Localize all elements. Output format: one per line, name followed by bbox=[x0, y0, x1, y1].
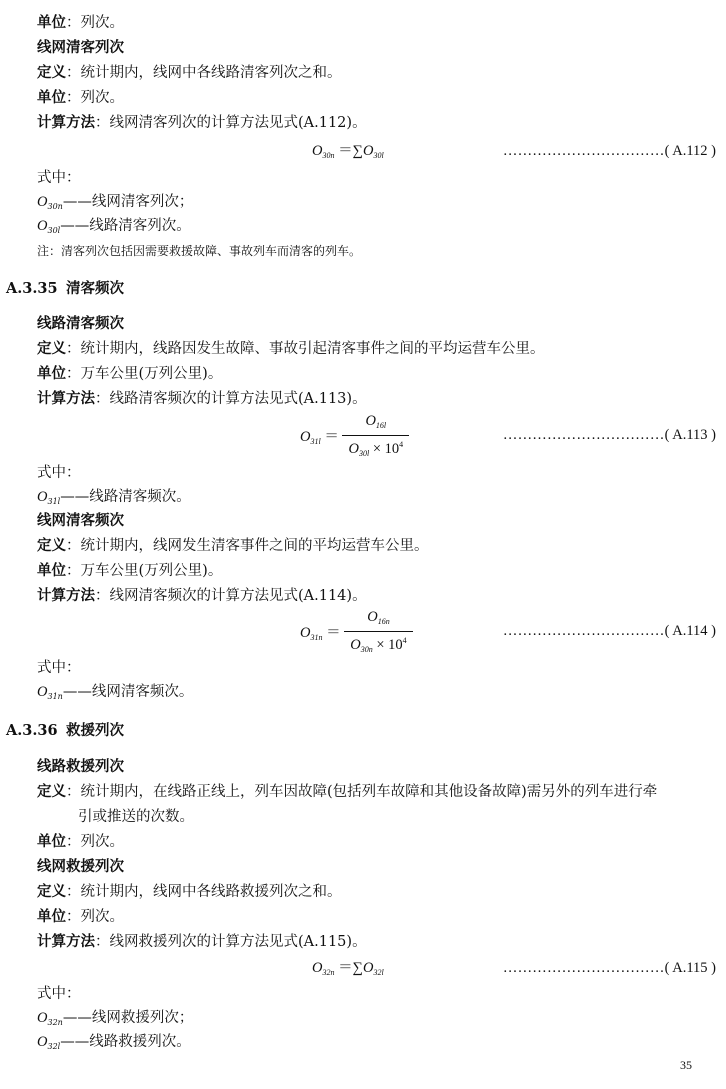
unit-text: ：列次。 bbox=[66, 90, 124, 106]
section-title: 清客频次 bbox=[66, 280, 124, 297]
definition-line: 定义：统计期内，线网发生清客事件之间的平均运营车公里。 bbox=[37, 537, 429, 554]
formula-a114: $O_{31n}$ ＝ $\frac{O_{16n}}{O_{30n} \times 10^4}$ bbox=[300, 608, 413, 659]
equation-number: ……………………………( A.115 ) bbox=[502, 960, 716, 976]
unit-label: 单位 bbox=[37, 89, 66, 106]
where-label: 式中： bbox=[37, 465, 81, 481]
variable-definition: $O_{31l}——$线路清客频次。 bbox=[37, 489, 191, 506]
unit-line bbox=[37, 12, 720, 34]
variable-definition: $O_{31n}——$线网清客频次。 bbox=[37, 684, 194, 701]
unit-line bbox=[37, 87, 720, 109]
definition-line bbox=[37, 62, 720, 84]
method-line bbox=[37, 112, 720, 134]
method-text: ：线网清客列次的计算方法见式(A.112)。 bbox=[95, 115, 367, 131]
note: 注：清客列次包括因需要救援故障、事故列车而清客的列车。 bbox=[37, 244, 362, 258]
section-number: A.3.35 bbox=[6, 280, 58, 297]
method-line: 计算方法：线网救援列次的计算方法见式(A.115)。 bbox=[37, 933, 367, 950]
equation-number: ……………………………( A.113 ) bbox=[502, 427, 716, 443]
page-number: 35 bbox=[680, 1058, 692, 1072]
formula-a112: $O_{30n} =\sum O_{30l}$ bbox=[312, 143, 384, 160]
method-label: 计算方法 bbox=[37, 114, 95, 131]
where-label: 式中： bbox=[37, 170, 81, 186]
unit-line: 单位：万车公里(万列公里)。 bbox=[37, 562, 223, 579]
where-label: 式中： bbox=[37, 660, 81, 676]
definition-line: 定义：统计期内，在线路正线上，列车因故障(包括列车故障和其他设备故障)需另外的列车进行牵 bbox=[37, 783, 658, 800]
section-heading bbox=[6, 278, 720, 300]
where-label: 式中： bbox=[37, 986, 81, 1002]
term-heading: 线网清客频次 bbox=[37, 512, 124, 529]
equation-number: ……………………………( A.114 ) bbox=[502, 623, 716, 639]
section-heading: A.3.36 救援列次 bbox=[6, 722, 124, 739]
equation-number: ……………………………( A.112 ) bbox=[502, 143, 716, 159]
term-heading: 线网救援列次 bbox=[37, 858, 124, 875]
method-line: 计算方法：线网清客频次的计算方法见式(A.114)。 bbox=[37, 587, 367, 604]
unit-text: ：列次。 bbox=[66, 15, 124, 31]
variable-definition: $O_{32l}——$线路救援列次。 bbox=[37, 1034, 191, 1051]
definition-text: ：统计期内，线网中各线路清客列次之和。 bbox=[66, 65, 342, 81]
term-heading: 线路清客频次 bbox=[37, 315, 124, 332]
method-line: 计算方法：线路清客频次的计算方法见式(A.113)。 bbox=[37, 390, 367, 407]
formula-a115: $O_{32n} =\sum O_{32l}$ bbox=[312, 960, 384, 977]
unit-line: 单位：列次。 bbox=[37, 908, 124, 925]
unit-label: 单位 bbox=[37, 14, 66, 31]
term-heading: 线路救援列次 bbox=[37, 758, 124, 775]
formula-a113: $O_{31l}$ ＝ $\frac{O_{16l}}{O_{30l} \times 10^4}$ bbox=[300, 412, 409, 463]
term-heading: 线网清客列次 bbox=[37, 39, 124, 56]
definition-label: 定义 bbox=[37, 64, 66, 81]
definition-line: 定义：统计期内，线路因发生故障、事故引起清客事件之间的平均运营车公里。 bbox=[37, 340, 545, 357]
variable-definition: $O_{30l}——$线路清客列次。 bbox=[37, 218, 191, 235]
fraction: $\frac{O_{16l}}{O_{30l} \times 10^4}$ bbox=[342, 412, 409, 463]
unit-line: 单位：列次。 bbox=[37, 833, 124, 850]
definition-continuation: 引或推送的次数。 bbox=[78, 809, 194, 825]
variable-definition: $O_{30n}——$线网清客列次； bbox=[37, 194, 194, 211]
variable-definition: $O_{32n}——$线网救援列次； bbox=[37, 1010, 194, 1027]
fraction: $\frac{O_{16n}}{O_{30n} \times 10^4}$ bbox=[344, 608, 412, 659]
definition-line: 定义：统计期内，线网中各线路救援列次之和。 bbox=[37, 883, 342, 900]
unit-line: 单位：万车公里(万列公里)。 bbox=[37, 365, 223, 382]
